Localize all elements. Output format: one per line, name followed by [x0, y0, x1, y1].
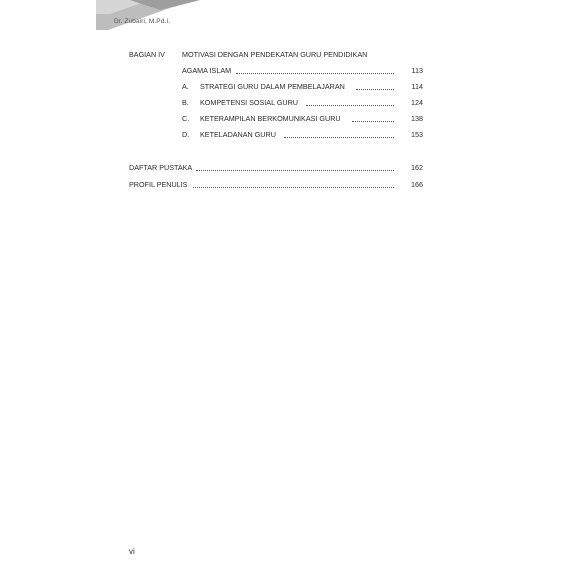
toc-section-title: KETELADANAN GURU [200, 130, 276, 139]
toc-section-title: STRATEGI GURU DALAM PEMBELAJARAN [200, 82, 345, 91]
toc-leader-dots [236, 72, 394, 74]
toc-page-number: 153 [411, 130, 423, 139]
toc-leader-dots [196, 169, 394, 171]
toc-page-number: 166 [411, 180, 423, 189]
toc-page-number: 162 [411, 163, 423, 172]
page-number-footer: vi [129, 547, 135, 556]
toc-section-title: KOMPETENSI SOSIAL GURU [200, 98, 298, 107]
toc-section-letter: D. [182, 130, 190, 139]
toc-back-matter-title: PROFIL PENULIS [129, 180, 188, 189]
header-decoration [0, 0, 576, 40]
toc-section-title: KETERAMPILAN BERKOMUNIKASI GURU [200, 114, 341, 123]
toc-page-number: 138 [411, 114, 423, 123]
toc-leader-dots [284, 136, 394, 138]
toc-part-title-line1: MOTIVASI DENGAN PENDEKATAN GURU PENDIDIKAN [182, 50, 368, 59]
toc-leader-dots [193, 186, 394, 188]
toc-section-letter: A. [182, 82, 189, 91]
toc-leader-dots [356, 88, 394, 90]
toc-leader-dots [352, 120, 394, 122]
toc-page-number: 114 [411, 82, 423, 91]
toc-part-label: BAGIAN IV [129, 50, 165, 59]
toc-leader-dots [306, 104, 394, 106]
toc-back-matter-title: DAFTAR PUSTAKA [129, 163, 193, 172]
toc-page-number: 124 [411, 98, 423, 107]
toc-section-letter: B. [182, 98, 189, 107]
toc-part-title-line2: AGAMA ISLAM [182, 66, 232, 75]
running-header-author: Dr. Zubairi, M.Pd.I. [114, 18, 171, 25]
toc-section-letter: C. [182, 114, 190, 123]
toc-page-number: 113 [411, 66, 423, 75]
